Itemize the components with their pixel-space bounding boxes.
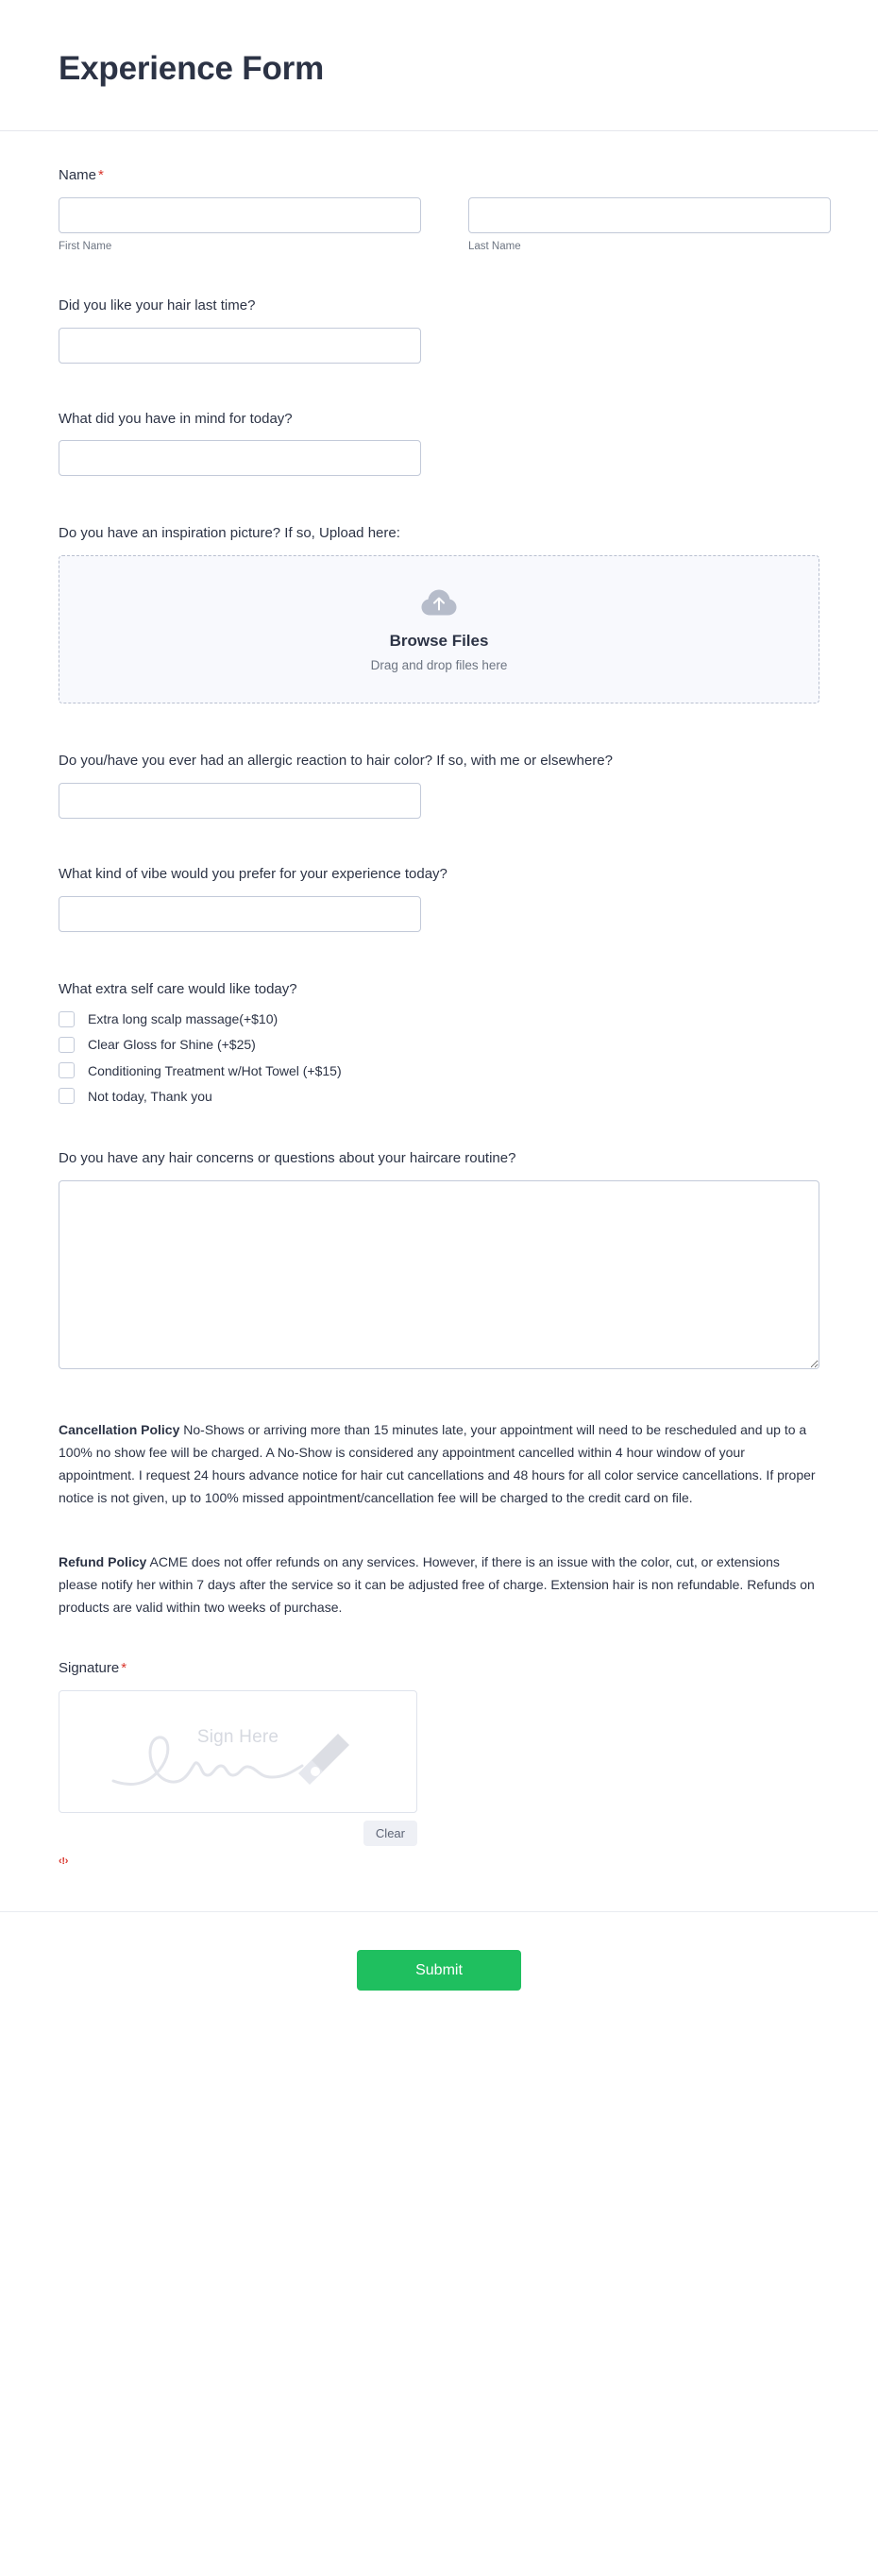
checkbox-icon[interactable] bbox=[59, 1088, 75, 1104]
label-text-name: Name bbox=[59, 167, 97, 183]
vibe-input[interactable] bbox=[59, 896, 421, 932]
name-col-last bbox=[468, 197, 831, 252]
first-name-sublabel: First Name bbox=[59, 240, 112, 252]
name-row bbox=[59, 197, 819, 252]
last-name-sublabel: Last Name bbox=[468, 240, 521, 252]
cancellation-policy-title: Cancellation Policy bbox=[59, 1421, 180, 1437]
required-asterisk-signature: * bbox=[121, 1660, 127, 1677]
last-name-input[interactable] bbox=[468, 197, 831, 233]
field-label-signature bbox=[59, 1658, 819, 1679]
field-label-liked-hair: Did you like your hair last time? bbox=[59, 297, 256, 314]
form-header bbox=[0, 0, 878, 131]
signature-placeholder: Sign Here bbox=[196, 1727, 279, 1748]
field-label-vibe: What kind of vibe would you prefer for your experience today? bbox=[59, 865, 447, 882]
checkbox-option[interactable] bbox=[59, 1010, 819, 1027]
required-asterisk-name: * bbox=[98, 167, 104, 183]
field-inspiration-upload bbox=[59, 523, 819, 703]
self-care-checkbox-list bbox=[59, 1010, 819, 1105]
browse-files-label[interactable]: Browse Files bbox=[389, 631, 489, 650]
signature-clear-row bbox=[59, 1821, 417, 1846]
allergic-reaction-input[interactable] bbox=[59, 783, 421, 819]
clear-signature-button[interactable]: Clear bbox=[363, 1821, 417, 1846]
signature-error-message: ‹!› bbox=[59, 1857, 69, 1867]
liked-hair-input[interactable] bbox=[59, 328, 421, 364]
drag-drop-label: Drag and drop files here bbox=[370, 657, 508, 672]
cancellation-policy bbox=[59, 1418, 819, 1509]
field-name bbox=[59, 165, 819, 252]
field-self-care bbox=[59, 979, 819, 1106]
field-label-self-care: What extra self care would like today? bbox=[59, 980, 297, 997]
refund-policy-body: ACME does not offer refunds on any services. However, if there is an issue with the color, cut, or extensions please notify her within 7 days after the service so it can be adjusted free of charge. Extension hair is non refundable. Refunds on products are valid within two weeks of purchase. bbox=[59, 1554, 815, 1616]
form-body bbox=[0, 131, 878, 1866]
checkbox-label: Clear Gloss for Shine (+$25) bbox=[88, 1037, 256, 1053]
field-in-mind bbox=[59, 409, 819, 477]
checkbox-icon[interactable] bbox=[59, 1062, 75, 1078]
form-footer bbox=[0, 1911, 878, 2047]
page-title: Experience Form bbox=[59, 50, 324, 87]
label-text-signature: Signature bbox=[59, 1660, 120, 1677]
checkbox-icon[interactable] bbox=[59, 1011, 75, 1027]
checkbox-icon[interactable] bbox=[59, 1037, 75, 1053]
field-label-allergic-reaction: Do you/have you ever had an allergic reaction to hair color? If so, with me or elsewhere? bbox=[59, 753, 613, 769]
checkbox-label: Extra long scalp massage(+$10) bbox=[88, 1011, 279, 1027]
checkbox-label: Not today, Thank you bbox=[88, 1088, 212, 1104]
field-label-name bbox=[59, 165, 819, 186]
field-vibe bbox=[59, 864, 819, 932]
refund-policy bbox=[59, 1551, 819, 1618]
submit-button[interactable]: Submit bbox=[357, 1950, 521, 1991]
first-name-input[interactable] bbox=[59, 197, 421, 233]
name-col-first bbox=[59, 197, 421, 252]
checkbox-option[interactable] bbox=[59, 1062, 819, 1079]
checkbox-option[interactable] bbox=[59, 1036, 819, 1053]
field-label-hair-concerns: Do you have any hair concerns or questions about your haircare routine? bbox=[59, 1150, 516, 1166]
field-hair-concerns bbox=[59, 1148, 819, 1369]
file-upload-dropzone[interactable] bbox=[59, 555, 819, 703]
signature-pad[interactable] bbox=[59, 1690, 417, 1813]
field-label-in-mind: What did you have in mind for today? bbox=[59, 410, 293, 427]
checkbox-option[interactable] bbox=[59, 1088, 819, 1105]
field-liked-hair bbox=[59, 296, 819, 364]
field-signature bbox=[59, 1658, 819, 1866]
cloud-upload-icon bbox=[420, 587, 458, 622]
hair-concerns-textarea[interactable] bbox=[59, 1180, 819, 1369]
refund-policy-title: Refund Policy bbox=[59, 1554, 147, 1570]
in-mind-input[interactable] bbox=[59, 440, 421, 476]
field-label-inspiration-upload: Do you have an inspiration picture? If so, Upload here: bbox=[59, 525, 400, 542]
cancellation-policy-body: No-Shows or arriving more than 15 minutes late, your appointment will need to be rescheduled and up to a 100% no show fee will be charged. A No-Show is considered any appointment cancelled within 4 hour window of your appointment. I request 24 hours advance notice for hair cut cancellations and 48 hours for all color service cancellations. If proper notice is not given, up to 100% missed appointment/cancellation fee will be charged to the credit card on file. bbox=[59, 1421, 816, 1505]
checkbox-label: Conditioning Treatment w/Hot Towel (+$15) bbox=[88, 1062, 342, 1078]
signature-watermark bbox=[59, 1691, 416, 1812]
field-allergic-reaction bbox=[59, 751, 819, 819]
